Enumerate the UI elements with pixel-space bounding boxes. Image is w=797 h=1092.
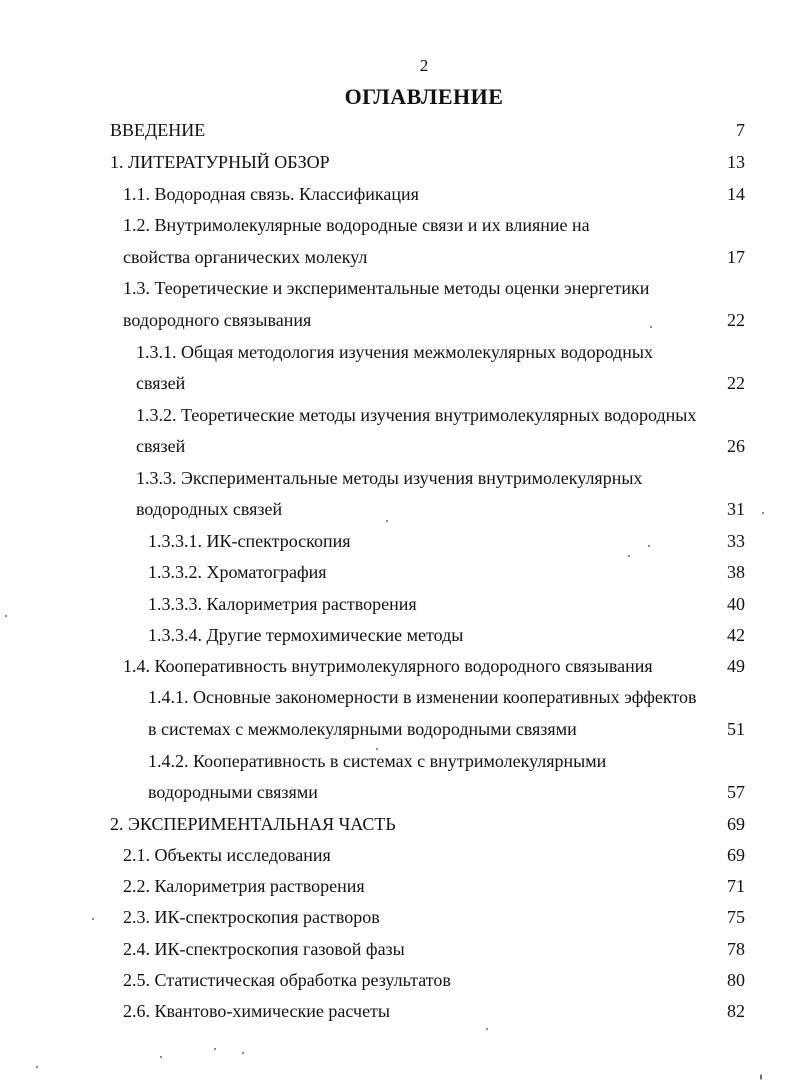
scan-speck — [36, 1066, 38, 1068]
scan-speck — [386, 520, 388, 522]
toc-entry-page: 22 — [727, 310, 745, 330]
toc-entry-text: 1.1. Водородная связь. Классификация — [123, 184, 419, 204]
toc-entry-page: 71 — [727, 876, 745, 896]
toc-entry-text: 2.5. Статистическая обработка результатов — [123, 970, 451, 990]
toc-entry-text: связей — [136, 436, 186, 456]
toc-entry-text: водородного связывания — [123, 310, 312, 330]
toc-entry-text: связей — [136, 373, 186, 393]
toc-entry-text: 2. ЭКСПЕРИМЕНТАЛЬНАЯ ЧАСТЬ — [110, 814, 396, 834]
toc-entry-page: 14 — [727, 184, 745, 204]
toc-entry-text: 2.1. Объекты исследования — [123, 845, 331, 865]
toc-entry-page: 7 — [736, 120, 745, 140]
toc-entry-text: 1.3.3.1. ИК-спектроскопия — [148, 531, 351, 551]
toc-entry-page: 42 — [727, 625, 745, 645]
toc-entry-text: 1.2. Внутримолекулярные водородные связи и их влияние на — [123, 215, 590, 235]
toc-entry-text: 1.3.3. Экспериментальные методы изучения внутримолекулярных — [136, 468, 643, 488]
scan-speck — [760, 1074, 762, 1080]
toc-entry-page: 69 — [727, 814, 745, 834]
scan-speck — [214, 1048, 216, 1050]
toc-entry-text: в системах с межмолекулярными водородными связями — [148, 719, 577, 739]
page-number: 2 — [419, 56, 429, 75]
toc-entry-page: 57 — [727, 782, 745, 802]
toc-entry-text: 1.3.1. Общая методология изучения межмолекулярных водородных — [136, 342, 653, 362]
toc-entry-page: 22 — [727, 373, 745, 393]
scan-speck — [648, 545, 650, 547]
toc-entry-page: 82 — [727, 1001, 745, 1021]
toc-entry-text: 1. ЛИТЕРАТУРНЫЙ ОБЗОР — [110, 152, 330, 172]
toc-entry-page: 51 — [727, 719, 745, 739]
scan-speck — [376, 748, 378, 750]
toc-entry-page: 38 — [727, 562, 745, 582]
toc-entry-text: водородных связей — [136, 499, 283, 519]
toc-entry-page: 33 — [727, 531, 745, 551]
toc-entry-page: 26 — [727, 436, 745, 456]
toc-entry-text: 2.2. Калориметрия растворения — [123, 876, 365, 896]
scan-speck — [242, 1052, 244, 1054]
toc-entry-text: водородными связями — [148, 782, 318, 802]
page-title: ОГЛАВЛЕНИЕ — [344, 84, 504, 109]
scan-speck — [5, 615, 7, 617]
scan-speck — [762, 512, 764, 514]
toc-entry-page: 49 — [727, 656, 745, 676]
toc-entry-text: 1.4. Кооперативность внутримолекулярного водородного связывания — [123, 656, 653, 676]
scan-speck — [160, 1056, 162, 1058]
toc-entry-page: 69 — [727, 845, 745, 865]
toc-entry-text: 1.3.3.2. Хроматография — [148, 562, 327, 582]
toc-entry-text: 1.3.2. Теоретические методы изучения внутримолекулярных водородных — [136, 405, 697, 425]
toc-entry-page: 80 — [727, 970, 745, 990]
toc-entry-text: 1.3.3.3. Калориметрия растворения — [148, 594, 417, 614]
toc-entry-page: 78 — [727, 939, 745, 959]
toc-entry-page: 13 — [727, 152, 745, 172]
toc-entry-text: 2.6. Квантово-химические расчеты — [123, 1001, 391, 1021]
toc-entry-text: свойства органических молекул — [123, 247, 368, 267]
toc-entry-page: 17 — [727, 247, 745, 267]
toc-entry-text: 1.4.2. Кооперативность в системах с внутримолекулярными — [148, 751, 607, 771]
toc-entry-text: 2.4. ИК-спектроскопия газовой фазы — [123, 939, 405, 959]
scan-speck — [486, 1028, 488, 1030]
scan-speck — [650, 326, 652, 328]
toc-entry-page: 31 — [727, 499, 745, 519]
toc-entry-text: 1.3.3.4. Другие термохимические методы — [148, 625, 464, 645]
toc-entry-text: 1.4.1. Основные закономерности в изменении кооперативных эффектов — [148, 687, 697, 707]
toc-entry-text: 2.3. ИК-спектроскопия растворов — [123, 907, 380, 927]
toc-entry-page: 75 — [727, 907, 745, 927]
toc-entry-text: ВВЕДЕНИЕ — [110, 120, 206, 140]
scan-speck — [92, 918, 94, 920]
toc-entry-page: 40 — [727, 594, 745, 614]
scan-speck — [628, 555, 630, 557]
toc-entry-text: 1.3. Теоретические и экспериментальные методы оценки энергетики — [123, 278, 650, 298]
